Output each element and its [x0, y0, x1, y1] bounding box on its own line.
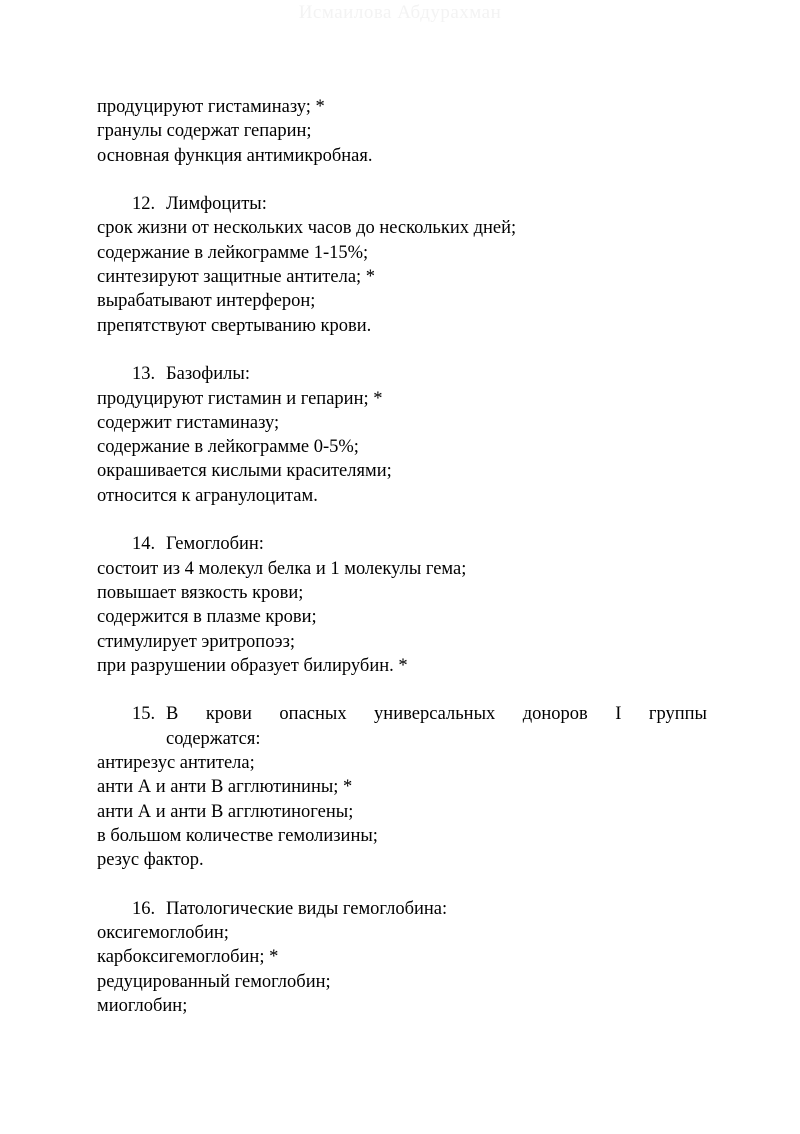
question-text: Лимфоциты:: [166, 194, 267, 215]
answer-option: анти А и анти В агглютинины; *: [97, 777, 353, 798]
question-number: 16.: [132, 898, 156, 919]
question-heading: [97, 192, 707, 216]
answer-option: продуцируют гистамин и гепарин; *: [97, 388, 383, 409]
question-heading: [97, 702, 707, 726]
answer-option: синтезируют защитные антитела; *: [97, 267, 376, 288]
question-block: [97, 897, 707, 1018]
answer-option: анти А и анти В агглютиногены;: [97, 801, 354, 822]
answer-option: препятствуют свертыванию крови.: [97, 315, 372, 336]
answer-option: срок жизни от нескольких часов до нескольких дней;: [97, 218, 517, 239]
question-text: Базофилы:: [166, 364, 250, 385]
answer-option: антирезус антитела;: [97, 753, 255, 774]
answer-option: содержится в плазме крови;: [97, 607, 317, 628]
answer-option: относится к агранулоцитам.: [97, 485, 318, 506]
answer-option: оксигемоглобин;: [97, 923, 229, 944]
answer-option: в большом количестве гемолизины;: [97, 825, 378, 846]
question-number: 13.: [132, 364, 156, 385]
answer-option: миоглобин;: [97, 995, 188, 1016]
question-heading: [97, 532, 707, 556]
question-block: [97, 702, 707, 872]
answer-option: резус фактор.: [97, 850, 204, 871]
answer-option: при разрушении образует билирубин. *: [97, 655, 408, 676]
answer-option: карбоксигемоглобин; *: [97, 947, 279, 968]
answer-option: содержание в лейкограмме 1-15%;: [97, 242, 369, 263]
question-text-continuation: содержатся:: [166, 728, 261, 749]
answer-option: основная функция антимикробная.: [97, 145, 373, 166]
answer-option: содержит гистаминазу;: [97, 412, 280, 433]
watermark: Исмаилова Абдурахман: [298, 2, 502, 23]
answer-option: состоит из 4 молекул белка и 1 молекулы гема;: [97, 558, 467, 579]
intro-answer-list: [97, 95, 707, 168]
answer-option: содержание в лейкограмме 0-5%;: [97, 437, 359, 458]
question-block: [97, 532, 707, 678]
answer-option: редуцированный гемоглобин;: [97, 971, 331, 992]
answer-option: вырабатывают интерферон;: [97, 291, 316, 312]
question-number: 14.: [132, 534, 156, 555]
question-block: [97, 192, 707, 338]
question-heading: [97, 362, 707, 386]
answer-option: продуцируют гистаминазу; *: [97, 97, 325, 117]
question-text: В крови опасных универсальных доноров I группы: [166, 704, 707, 725]
question-block: [97, 362, 707, 508]
answer-option: окрашивается кислыми красителями;: [97, 461, 392, 482]
question-number: 15.: [132, 704, 156, 725]
question-number: 12.: [132, 194, 156, 215]
answer-option: повышает вязкость крови;: [97, 582, 304, 603]
question-text: Патологические виды гемоглобина:: [166, 898, 448, 919]
question-heading: [97, 897, 707, 921]
answer-option: гранулы содержат гепарин;: [97, 121, 312, 142]
question-text: Гемоглобин:: [166, 534, 264, 555]
answer-option: стимулирует эритропоэз;: [97, 631, 296, 652]
document-body: [97, 95, 707, 1018]
